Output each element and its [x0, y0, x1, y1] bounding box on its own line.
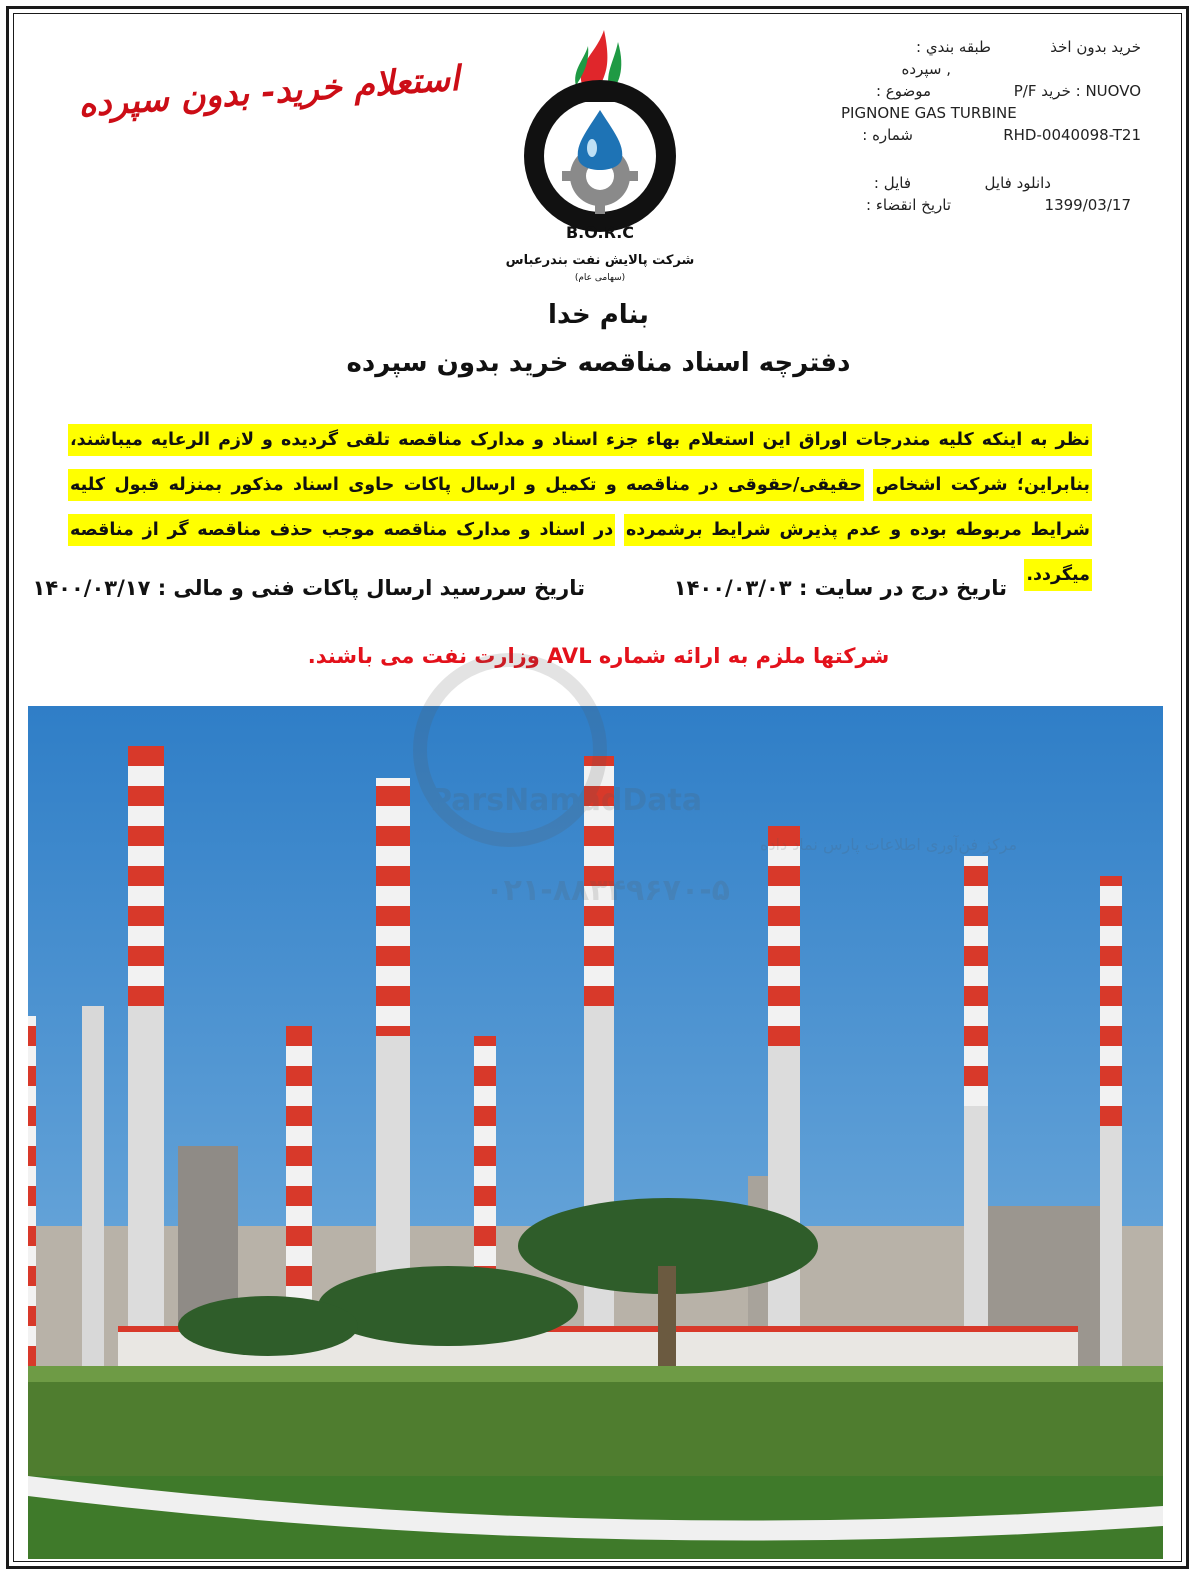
notice-line-3: در اسناد و مدارک مناقصه موجب حذف مناقصه گر از مناقصه میگردد.	[68, 514, 1092, 591]
logo-initials: B.O.R.C	[565, 223, 635, 242]
refinery-photo	[28, 706, 1163, 1559]
notice-line-1: نظر به اینکه کلیه مندرجات اوراق این استعلام بهاء جزء اسناد و مدارک مناقصه تلقی گردیده و لازم الرعایه میباشند، بنابراین؛ شرکت اشخاص	[68, 424, 1092, 501]
avl-notice: شرکتها ملزم به ارائه شماره AVL وزارت نفت می باشند.	[307, 644, 890, 668]
subject-value-2: PIGNONE GAS TURBINE	[841, 104, 1017, 122]
file-key: فايل :	[873, 174, 911, 192]
notice-paragraph	[68, 418, 1092, 598]
logo-caption: شرکت پالایش نفت بندرعباس	[505, 253, 695, 268]
metadata-block	[841, 36, 1141, 216]
deadline-date: تاریخ سررسید ارسال پاکات فنی و مالی : ۱۴۰۰/۰۳/۱۷	[32, 576, 585, 600]
logo-subcaption: (سهامی عام)	[574, 273, 626, 283]
file-download-link[interactable]: دانلود فايل	[984, 174, 1051, 192]
stamp-text: استعلام خرید- بدون سپرده	[77, 58, 461, 126]
subject-value: P/F خريد : NUOVO	[1013, 82, 1141, 100]
type-label: خريد بدون اخذ	[1050, 38, 1141, 56]
number-value: RHD-0040098-T21	[1003, 126, 1141, 144]
expiry-key: تاريخ انقضاء :	[866, 196, 951, 214]
company-logo	[500, 26, 700, 286]
classification-value: , سپرده	[901, 60, 951, 78]
document-title: دفترچه اسناد مناقصه خرید بدون سپرده	[346, 348, 851, 378]
dates-row	[0, 572, 1197, 612]
number-key: شماره :	[862, 126, 913, 144]
posted-date: تاریخ درج در سایت : ۱۴۰۰/۰۳/۰۳	[673, 576, 1007, 600]
classification-key: طبقه بندي :	[916, 38, 991, 56]
expiry-value: 1399/03/17	[1044, 196, 1131, 214]
notice-line-2: حقیقی/حقوقی در مناقصه و تکمیل و ارسال پاکات حاوی اسناد مذکور بمنزله قبول کلیه شرایط مربوطه بوده و عدم پذیرش شرایط برشمرده	[68, 469, 1092, 546]
bismillah-heading: بنام خدا	[548, 300, 649, 330]
subject-key: موضوع :	[875, 82, 931, 100]
